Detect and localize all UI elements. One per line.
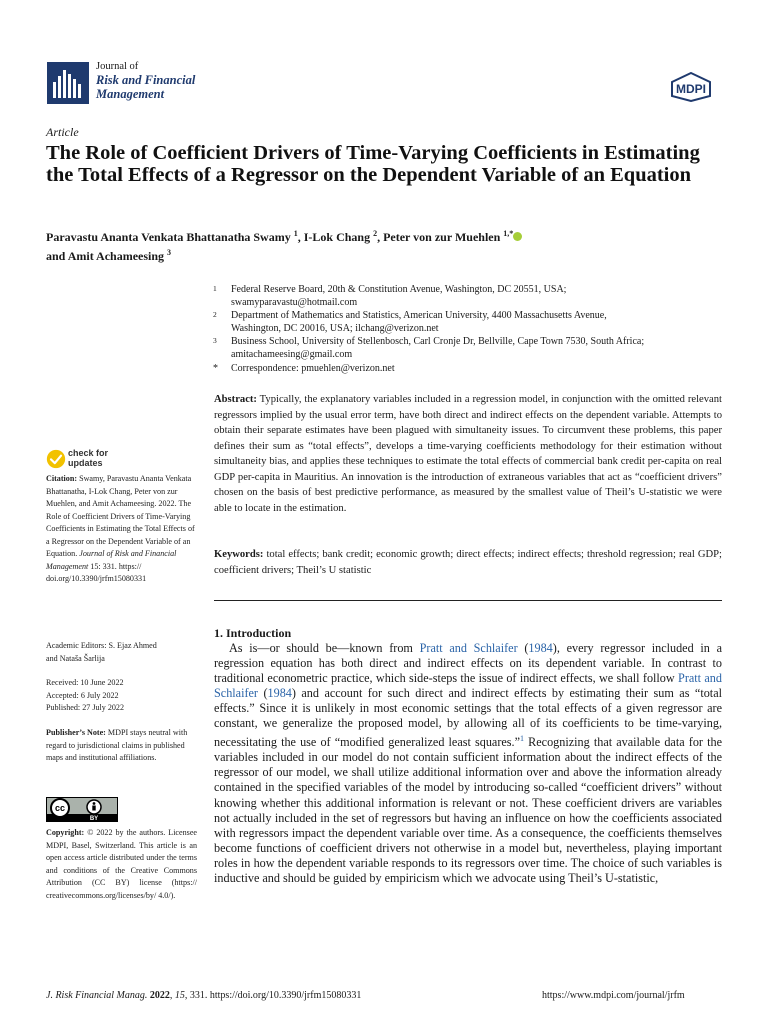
journal-name bbox=[96, 60, 195, 101]
paragraph-text: ), every regressor included in a regression equation has both direct and indirect effects on its dependent variable. In contrast to traditional econometric practice, which side-steps the issue of indirect effects, we shall follow bbox=[214, 641, 722, 686]
author-affil: 1 bbox=[293, 229, 298, 238]
author-and: and bbox=[46, 249, 66, 263]
article-type: Article bbox=[46, 125, 79, 139]
affiliation-line: Washington, DC 20016, USA; ilchang@verizon.net bbox=[231, 323, 439, 334]
editors-line1: Academic Editors: S. Ejaz Ahmed bbox=[46, 641, 157, 650]
mdpi-logo-text: MDPI bbox=[676, 82, 706, 96]
author-affil: 2 bbox=[373, 229, 378, 238]
footer-volume: 15 bbox=[174, 990, 185, 1001]
publication-dates bbox=[46, 677, 196, 715]
svg-text:cc: cc bbox=[54, 803, 66, 813]
citation-volume: 15: 331. https:// bbox=[90, 561, 142, 571]
affiliation-number: * bbox=[213, 363, 218, 374]
author-name: I-Lok Chang bbox=[303, 230, 371, 244]
orcid-icon[interactable] bbox=[513, 232, 522, 241]
keywords-text: total effects; bank credit; economic growth; direct effects; indirect effects; threshold regression; real GDP; coefficient drivers; Theil’s U statistic bbox=[214, 549, 722, 576]
journal-logo-icon bbox=[47, 62, 89, 104]
journal-of: Journal of bbox=[96, 61, 139, 72]
introduction-paragraph: As is—or should be—known from Pratt and Schlaifer (1984), every regressor included in a regression equation has both direct and indirect effects on its dependent variable. In contrast to traditional econometric practice, which side-steps the issue of indirect effects, we shall follow Pratt and Schlaifer (1984) and account for such direct and indirect effects by estimating their sum as “total effects.” Since it is unlikely in most economic settings that the total effects of a given regressor are constant, we generalize the proposed model, by allowing all of its coefficients to be time-varying, necessitating the use of “modified generalized least squares.”$^1$ Recognizing that available data for the variables included in our model do not contain sufficient information about the indirect effects of the regressor of our model, we shall utilize additional information over and above the information already contained in the specified variables of the model by introducing so-called “coefficient drivers” without knowing whether this additional information is relevant or not. These coefficient drivers are variables not actually included in the set of regressors but having an influence on how the coefficients associated with regressors impact the dependent variable over time. As a consequence, the coefficients themselves become functions of coefficient drivers not otherwise in a model but, nevertheless, playing important roles in how the dependent variable responds to its regressors over time. The choice of such variables is inductive and should be guided by empiricism which we advocate using Theil’s U-statistic, bbox=[214, 641, 722, 885]
correspondence-line: Correspondence: pmuehlen@verizon.net bbox=[231, 363, 395, 374]
affiliation-line: Federal Reserve Board, 20th & Constitution Avenue, Washington, DC 20551, USA; bbox=[231, 284, 567, 295]
cc-by-license-icon[interactable] bbox=[46, 797, 118, 822]
reference-year-link[interactable]: 1984 bbox=[528, 641, 553, 655]
reference-link[interactable]: Pratt and Schlaifer bbox=[419, 641, 518, 655]
citation-journal: Journal of Risk and Financial Management bbox=[46, 549, 177, 571]
footer-year: 2022 bbox=[149, 990, 170, 1001]
publisher-note-text: MDPI stays neutral with regard to jurisdictional claims in published maps and institutional affiliations. bbox=[46, 728, 188, 762]
affiliation-line: Department of Mathematics and Statistics, American University, 4400 Massachusetts Avenue, bbox=[231, 310, 607, 321]
citation-label: Citation: bbox=[46, 474, 78, 483]
abstract-label: Abstract: bbox=[214, 394, 257, 405]
divider bbox=[214, 600, 722, 601]
author-affil: 3 bbox=[167, 248, 172, 257]
abstract-text: Typically, the explanatory variables included in a regression model, in conjunction with the omitted relevant regressors implied by the usual error term, have both direct and indirect effects on the dependent variable. Attempts to obtain their separate estimates have been plagued with simultaneity issues. To circumvent these problems, this paper defines their sum as “total effects”, develops a time-varying coefficients methodology for their estimation without simultaneity bias, and applies these techniques to estimate the total effects of commercial bank credit per-capita on real GDP per-capita in Mauritius. An innovation is the introduction of extraneous variables that act as “coefficient drivers” chosen on the basis of best predictive performance, as measured by the smallest value of Theil’s U-statistic we were able to locate in the estimation. bbox=[214, 394, 722, 514]
published-date: Published: 27 July 2022 bbox=[46, 703, 125, 712]
keywords-label: Keywords: bbox=[214, 549, 264, 560]
citation-text: Swamy, Paravastu Ananta Venkata Bhattanatha, I-Lok Chang, Peter von zur Muehlen, and Amit Achameesing. 2022. The Role of Coefficient Drivers of Time-Varying Coefficients in Estimating the Total Effects of a Regressor on the Dependent Variable of an Equation. bbox=[46, 474, 195, 558]
reference-year-link[interactable]: 1984 bbox=[267, 686, 292, 701]
publisher-note bbox=[46, 727, 196, 765]
editors-line2: and Nataša Šarlija bbox=[46, 653, 105, 663]
footnote-link[interactable]: 1 bbox=[520, 734, 524, 744]
journal-title-line1: Risk and Financial bbox=[96, 73, 196, 87]
citation-doi[interactable]: doi.org/10.3390/jrfm15080331 bbox=[46, 574, 147, 583]
affiliation-email: swamyparavastu@hotmail.com bbox=[231, 297, 358, 308]
author-name: Amit Achameesing bbox=[67, 249, 165, 263]
affiliation-email: amitachameesing@gmail.com bbox=[231, 349, 353, 360]
paragraph-text: Recognizing that available data for the variables included in our model do not contain sufficient information about the indirect effects of the regressor of our model, we shall utilize additional information over and above the information already contained in the specified variables of the model by introducing so-called “coefficient drivers” without knowing whether this additional information is relevant or not. These coefficient drivers are variables not actually included in the set of regressors but having an influence on how the coefficients associated with regressors impact the dependent variable over time. As a consequence, the coefficients themselves become functions of coefficient drivers not otherwise in a model but, nevertheless, playing important roles in how the dependent variable responds to its regressors over time. The choice of such variables is inductive and should be guided by empiricism which we advocate using Theil’s U-statistic, bbox=[214, 735, 722, 885]
check-updates-line2: updates bbox=[68, 457, 103, 468]
footer-citation: J. Risk Financial Manag. 2022, 15, 331. https://doi.org/10.3390/jrfm15080331 bbox=[46, 990, 362, 1001]
footer-journal: J. Risk Financial Manag. bbox=[46, 990, 148, 1001]
paragraph-text: ) and account for such direct and indirect effects by estimating their sum as “total effects.” Since it is unlikely in most economic settings that the total effects of a given regressor are constant, we generalize the proposed model, by allowing all of its coefficients to be time-varying, necessitating the use of “modified generalized least squares.” bbox=[214, 686, 722, 750]
reference-link[interactable]: Pratt and Schlaifer bbox=[214, 671, 722, 701]
copyright-label: Copyright: bbox=[46, 828, 85, 837]
affiliation-number: 3 bbox=[213, 336, 217, 345]
check-for-updates[interactable] bbox=[68, 449, 108, 468]
keywords bbox=[214, 547, 722, 578]
affiliation-number: 2 bbox=[213, 310, 217, 319]
affiliation-line: Business School, University of Stellenbosch, Carl Cronje Dr, Bellville, Cape Town 7530, South Africa; bbox=[231, 336, 645, 347]
author-name: Paravastu Ananta Venkata Bhattanatha Swamy bbox=[46, 230, 291, 244]
journal-title-line2: Management bbox=[96, 87, 165, 101]
check-updates-line1: check for bbox=[68, 448, 109, 458]
check-for-updates-icon[interactable] bbox=[46, 449, 66, 469]
author-list: Paravastu Ananta Venkata Bhattanatha Swamy $^1$, I-Lok Chang $^2$, Peter von zur Muehlen $^{1,*}$ and Amit Achameesing $^3$ bbox=[46, 226, 726, 264]
paper-title: The Role of Coefficient Drivers of Time-Varying Coefficients in Estimating the Total Effects of a Regressor on the Dependent Variable of an Equation bbox=[46, 142, 700, 186]
accepted-date: Accepted: 6 July 2022 bbox=[46, 690, 119, 700]
footer-doi[interactable]: , 331. https://doi.org/10.3390/jrfm15080331 bbox=[184, 990, 362, 1001]
abstract bbox=[214, 392, 722, 516]
affiliation-number: 1 bbox=[213, 284, 217, 293]
academic-editors bbox=[46, 640, 196, 665]
copyright-text: © 2022 by the authors. Licensee MDPI, Basel, Switzerland. This article is an open access article distributed under the terms and conditions of the Creative Commons Attribution (CC BY) license (https:// creativecommons.org/licenses/by/ 4.0/). bbox=[46, 828, 198, 900]
received-date: Received: 10 June 2022 bbox=[46, 678, 124, 687]
author-name: Peter von zur Muehlen bbox=[383, 230, 501, 244]
cc-by-label: BY bbox=[89, 816, 99, 822]
author-affil: 1,* bbox=[503, 229, 514, 238]
paragraph-text: As is—or should be—known from bbox=[229, 641, 420, 655]
section-heading: 1. Introduction bbox=[214, 626, 292, 640]
citation-block bbox=[46, 473, 196, 586]
mdpi-logo-icon bbox=[666, 72, 716, 102]
copyright-block bbox=[46, 827, 197, 902]
publisher-note-label: Publisher’s Note: bbox=[46, 728, 106, 737]
footer-url[interactable]: https://www.mdpi.com/journal/jrfm bbox=[542, 990, 685, 1001]
